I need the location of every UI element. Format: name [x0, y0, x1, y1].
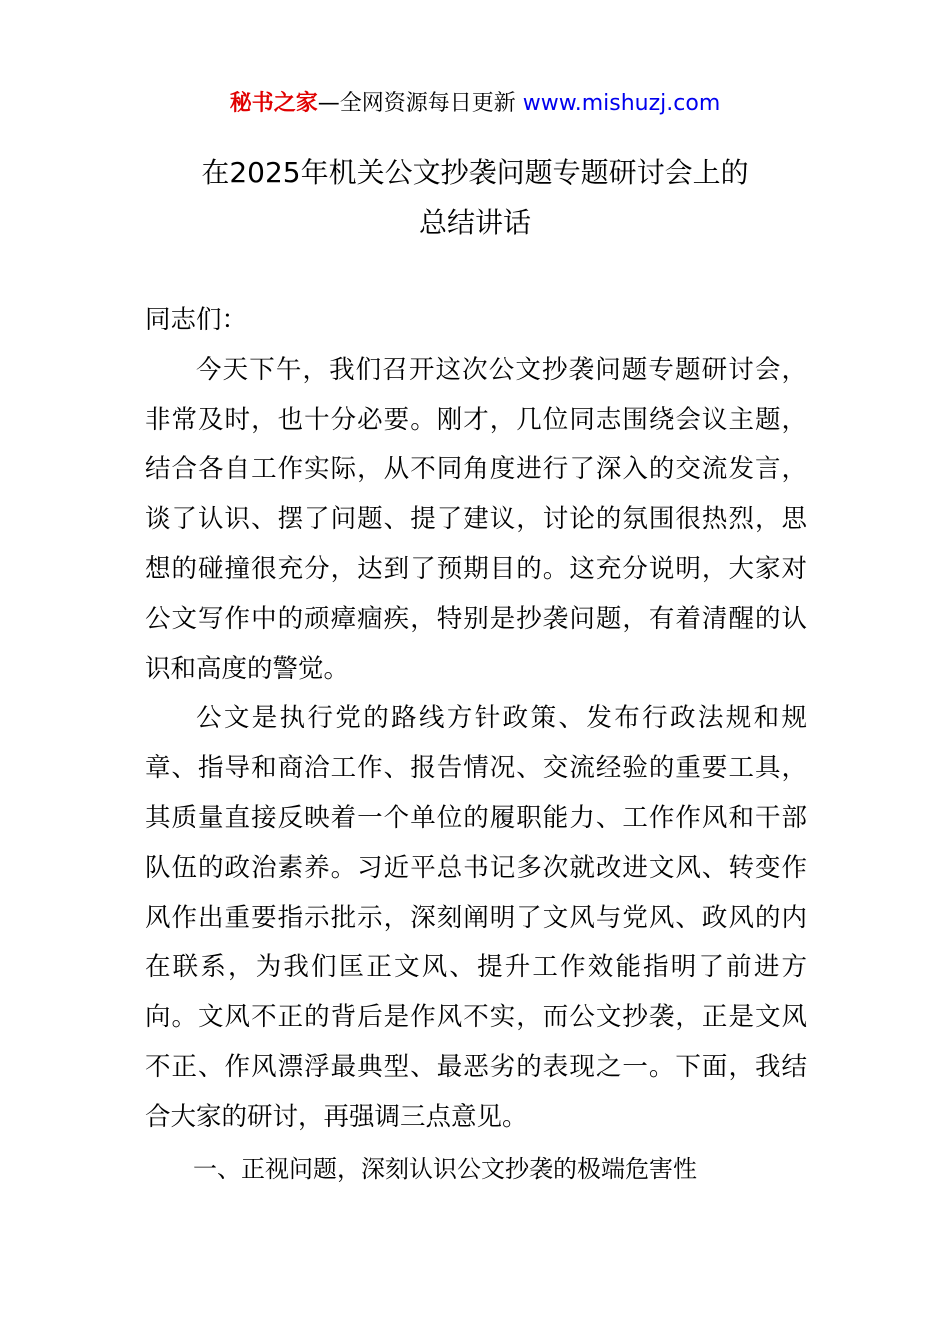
document-title [120, 148, 830, 248]
body-paragraph: 今天下午，我们召开这次公文抄袭问题专题研讨会，非常及时，也十分必要。刚才，几位同志围绕会议主题，结合各自工作实际，从不同角度进行了深入的交流发言，谈了认识、摆了问题、提了建议，讨论的氛围很热烈，思想的碰撞很充分，达到了预期目的。这充分说明，大家对公文写作中的顽瘴痼疾，特别是抄袭问题，有着清醒的认识和高度的警觉。 [145, 354, 807, 684]
site-banner [0, 88, 950, 120]
site-url-link[interactable]: www.mishuzj.com [522, 91, 721, 116]
site-tagline: —全网资源每日更新 [317, 91, 523, 116]
salutation: 同志们： [145, 305, 248, 335]
site-name: 秘书之家 [229, 91, 318, 116]
section-heading: 一、正视问题，深刻认识公文抄袭的极端危害性 [193, 1154, 697, 1183]
document-title-line-2: 总结讲话 [418, 206, 531, 239]
body-paragraph: 公文是执行党的路线方针政策、发布行政法规和规章、指导和商洽工作、报告情况、交流经验的重要工具，其质量直接反映着一个单位的履职能力、工作作风和干部队伍的政治素养。习近平总书记多次就改进文风、转变作风作出重要指示批示，深刻阐明了文风与党风、政风的内在联系，为我们匡正文风、提升工作效能指明了前进方向。文风不正的背后是作风不实，而公文抄袭，正是文风不正、作风漂浮最典型、最恶劣的表现之一。下面，我结合大家的研讨，再强调三点意见。 [145, 703, 807, 1132]
document-title-line-1: 在2025年机关公文抄袭问题专题研讨会上的 [201, 156, 749, 189]
document-body [145, 296, 807, 1194]
